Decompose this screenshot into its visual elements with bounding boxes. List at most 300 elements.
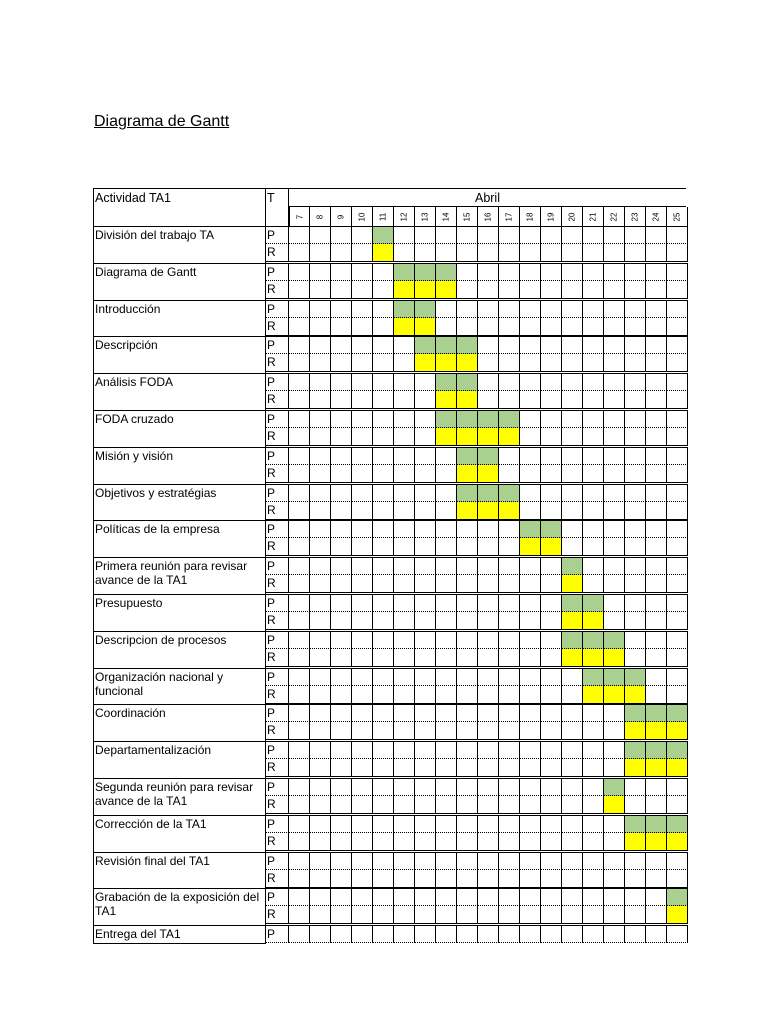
planned-type-label: P [266, 594, 289, 612]
planned-cell-day-8 [310, 300, 331, 318]
real-cell-day-23 [625, 538, 646, 556]
real-cell-day-25 [667, 391, 688, 409]
activity-name: Primera reunión para revisar avance de la TA1 [93, 557, 266, 594]
real-cell-day-15 [457, 612, 478, 630]
planned-type-label: P [266, 557, 289, 575]
day-header-16 [478, 207, 499, 226]
real-cell-day-17 [499, 465, 520, 483]
real-cell-day-18 [520, 649, 541, 667]
planned-cell-day-16 [478, 263, 499, 281]
planned-cell-day-21 [583, 704, 604, 722]
planned-cell-day-20 [562, 557, 583, 575]
real-cell-day-24 [646, 428, 667, 446]
real-cell-day-11 [373, 391, 394, 409]
planned-cell-day-21 [583, 484, 604, 502]
planned-cell-day-20 [562, 631, 583, 649]
real-cell-day-19 [541, 391, 562, 409]
planned-cell-day-11 [373, 484, 394, 502]
real-cell-day-9 [331, 502, 352, 520]
planned-cell-day-10 [352, 778, 373, 796]
real-cell-day-12 [394, 428, 415, 446]
real-cell-day-12 [394, 759, 415, 777]
real-cell-day-25 [667, 354, 688, 372]
real-cell-day-12 [394, 612, 415, 630]
planned-type-label: P [266, 815, 289, 833]
real-cell-day-18 [520, 833, 541, 851]
planned-cell-day-22 [604, 410, 625, 428]
real-cell-day-10 [352, 833, 373, 851]
planned-cell-day-21 [583, 668, 604, 686]
planned-cell-day-17 [499, 263, 520, 281]
planned-cell-day-15 [457, 888, 478, 906]
planned-cell-day-17 [499, 741, 520, 759]
planned-cell-day-7 [289, 557, 310, 575]
planned-cell-day-15 [457, 520, 478, 538]
real-cell-day-18 [520, 318, 541, 336]
planned-cell-day-9 [331, 447, 352, 465]
planned-cell-day-9 [331, 741, 352, 759]
real-cell-day-13 [415, 686, 436, 704]
real-cell-day-11 [373, 870, 394, 888]
real-cell-day-15 [457, 906, 478, 924]
real-cell-day-22 [604, 796, 625, 814]
planned-cell-day-13 [415, 300, 436, 318]
real-cell-day-16 [478, 833, 499, 851]
planned-type-label: P [266, 447, 289, 465]
planned-cell-day-24 [646, 557, 667, 575]
real-cell-day-22 [604, 354, 625, 372]
real-cell-day-13 [415, 649, 436, 667]
real-cell-day-15 [457, 502, 478, 520]
real-cell-day-21 [583, 575, 604, 593]
real-cell-day-9 [331, 759, 352, 777]
real-cell-day-12 [394, 870, 415, 888]
planned-cell-day-12 [394, 888, 415, 906]
planned-cell-day-16 [478, 336, 499, 354]
real-cell-day-8 [310, 244, 331, 262]
planned-cell-day-23 [625, 631, 646, 649]
real-cell-day-20 [562, 391, 583, 409]
real-cell-day-13 [415, 759, 436, 777]
real-cell-day-12 [394, 318, 415, 336]
real-cell-day-16 [478, 575, 499, 593]
planned-cell-day-8 [310, 520, 331, 538]
real-cell-day-22 [604, 833, 625, 851]
real-cell-day-11 [373, 465, 394, 483]
real-cell-day-10 [352, 538, 373, 556]
planned-cell-day-17 [499, 925, 520, 943]
real-cell-day-22 [604, 428, 625, 446]
real-cell-day-13 [415, 538, 436, 556]
real-cell-day-17 [499, 538, 520, 556]
planned-cell-day-23 [625, 594, 646, 612]
real-cell-day-21 [583, 649, 604, 667]
real-cell-day-12 [394, 833, 415, 851]
planned-cell-day-17 [499, 815, 520, 833]
activity-name: Presupuesto [93, 594, 266, 631]
activity-name: Descripcion de procesos [93, 631, 266, 668]
planned-cell-day-19 [541, 594, 562, 612]
planned-cell-day-7 [289, 704, 310, 722]
planned-cell-day-19 [541, 300, 562, 318]
planned-cell-day-25 [667, 888, 688, 906]
real-type-label: R [266, 428, 289, 446]
real-cell-day-11 [373, 502, 394, 520]
real-cell-day-15 [457, 428, 478, 446]
real-cell-day-24 [646, 870, 667, 888]
real-cell-day-14 [436, 428, 457, 446]
planned-cell-day-17 [499, 778, 520, 796]
planned-cell-day-16 [478, 410, 499, 428]
planned-cell-day-15 [457, 668, 478, 686]
real-cell-day-23 [625, 870, 646, 888]
planned-cell-day-20 [562, 336, 583, 354]
day-header-11 [373, 207, 394, 226]
real-cell-day-17 [499, 281, 520, 299]
planned-cell-day-16 [478, 594, 499, 612]
real-cell-day-14 [436, 502, 457, 520]
real-cell-day-17 [499, 318, 520, 336]
real-cell-day-22 [604, 502, 625, 520]
real-cell-day-18 [520, 428, 541, 446]
real-cell-day-25 [667, 686, 688, 704]
real-cell-day-25 [667, 502, 688, 520]
planned-cell-day-21 [583, 336, 604, 354]
activity-name: Análisis FODA [93, 373, 266, 410]
planned-cell-day-11 [373, 741, 394, 759]
planned-cell-day-15 [457, 373, 478, 391]
real-cell-day-24 [646, 906, 667, 924]
real-type-label: R [266, 391, 289, 409]
real-cell-day-25 [667, 575, 688, 593]
real-cell-day-15 [457, 722, 478, 740]
real-cell-day-13 [415, 465, 436, 483]
planned-cell-day-14 [436, 815, 457, 833]
planned-cell-day-7 [289, 263, 310, 281]
real-cell-day-23 [625, 833, 646, 851]
planned-cell-day-8 [310, 336, 331, 354]
activity-name: Diagrama de Gantt [93, 263, 266, 300]
planned-cell-day-19 [541, 631, 562, 649]
real-cell-day-20 [562, 649, 583, 667]
planned-cell-day-9 [331, 704, 352, 722]
real-cell-day-20 [562, 428, 583, 446]
planned-cell-day-9 [331, 300, 352, 318]
real-cell-day-17 [499, 870, 520, 888]
planned-cell-day-18 [520, 447, 541, 465]
real-cell-day-19 [541, 465, 562, 483]
real-cell-day-12 [394, 244, 415, 262]
real-cell-day-23 [625, 391, 646, 409]
planned-cell-day-8 [310, 852, 331, 870]
planned-cell-day-21 [583, 263, 604, 281]
real-cell-day-14 [436, 391, 457, 409]
planned-cell-day-21 [583, 410, 604, 428]
real-cell-day-21 [583, 796, 604, 814]
real-cell-day-12 [394, 391, 415, 409]
planned-cell-day-17 [499, 373, 520, 391]
real-cell-day-9 [331, 318, 352, 336]
planned-cell-day-7 [289, 373, 310, 391]
planned-cell-day-19 [541, 668, 562, 686]
real-cell-day-7 [289, 428, 310, 446]
planned-cell-day-11 [373, 336, 394, 354]
planned-cell-day-9 [331, 815, 352, 833]
real-cell-day-8 [310, 649, 331, 667]
real-cell-day-9 [331, 870, 352, 888]
real-cell-day-16 [478, 649, 499, 667]
real-cell-day-23 [625, 244, 646, 262]
real-cell-day-16 [478, 759, 499, 777]
planned-cell-day-20 [562, 778, 583, 796]
real-cell-day-17 [499, 833, 520, 851]
real-cell-day-23 [625, 281, 646, 299]
real-cell-day-8 [310, 391, 331, 409]
real-cell-day-14 [436, 244, 457, 262]
planned-cell-day-25 [667, 484, 688, 502]
real-cell-day-22 [604, 538, 625, 556]
planned-cell-day-10 [352, 631, 373, 649]
planned-cell-day-8 [310, 373, 331, 391]
real-cell-day-10 [352, 686, 373, 704]
planned-cell-day-18 [520, 668, 541, 686]
planned-cell-day-15 [457, 741, 478, 759]
planned-cell-day-25 [667, 226, 688, 244]
planned-cell-day-7 [289, 852, 310, 870]
real-cell-day-24 [646, 796, 667, 814]
real-cell-day-21 [583, 833, 604, 851]
planned-cell-day-22 [604, 300, 625, 318]
real-cell-day-20 [562, 722, 583, 740]
planned-cell-day-21 [583, 778, 604, 796]
planned-cell-day-25 [667, 741, 688, 759]
real-cell-day-13 [415, 502, 436, 520]
day-label: 21 [588, 212, 598, 221]
real-cell-day-7 [289, 391, 310, 409]
real-cell-day-17 [499, 649, 520, 667]
planned-cell-day-21 [583, 226, 604, 244]
planned-cell-day-21 [583, 852, 604, 870]
real-cell-day-7 [289, 465, 310, 483]
planned-cell-day-14 [436, 410, 457, 428]
real-cell-day-8 [310, 759, 331, 777]
real-cell-day-16 [478, 906, 499, 924]
planned-cell-day-17 [499, 668, 520, 686]
planned-cell-day-11 [373, 925, 394, 943]
real-cell-day-24 [646, 686, 667, 704]
day-header-22 [604, 207, 625, 226]
planned-cell-day-22 [604, 373, 625, 391]
real-cell-day-14 [436, 538, 457, 556]
real-cell-day-16 [478, 722, 499, 740]
planned-cell-day-13 [415, 410, 436, 428]
day-label: 25 [672, 212, 682, 221]
planned-cell-day-17 [499, 852, 520, 870]
real-cell-day-9 [331, 281, 352, 299]
planned-cell-day-7 [289, 410, 310, 428]
real-cell-day-20 [562, 759, 583, 777]
day-label: 10 [357, 212, 367, 221]
planned-cell-day-21 [583, 888, 604, 906]
planned-cell-day-24 [646, 778, 667, 796]
real-cell-day-9 [331, 649, 352, 667]
planned-cell-day-12 [394, 704, 415, 722]
planned-cell-day-10 [352, 594, 373, 612]
planned-cell-day-13 [415, 704, 436, 722]
real-cell-day-14 [436, 833, 457, 851]
planned-cell-day-25 [667, 447, 688, 465]
planned-cell-day-9 [331, 410, 352, 428]
real-cell-day-16 [478, 465, 499, 483]
real-cell-day-8 [310, 575, 331, 593]
planned-cell-day-12 [394, 410, 415, 428]
real-cell-day-17 [499, 428, 520, 446]
real-cell-day-15 [457, 833, 478, 851]
planned-cell-day-25 [667, 668, 688, 686]
planned-cell-day-11 [373, 668, 394, 686]
real-cell-day-21 [583, 612, 604, 630]
planned-cell-day-11 [373, 447, 394, 465]
real-type-label: R [266, 686, 289, 704]
planned-cell-day-20 [562, 668, 583, 686]
planned-cell-day-15 [457, 226, 478, 244]
planned-cell-day-25 [667, 631, 688, 649]
planned-cell-day-23 [625, 226, 646, 244]
planned-cell-day-24 [646, 815, 667, 833]
real-cell-day-19 [541, 244, 562, 262]
planned-cell-day-9 [331, 594, 352, 612]
real-cell-day-22 [604, 318, 625, 336]
day-header-9 [331, 207, 352, 226]
real-cell-day-19 [541, 649, 562, 667]
day-header-14 [436, 207, 457, 226]
real-cell-day-23 [625, 722, 646, 740]
real-cell-day-7 [289, 502, 310, 520]
planned-type-label: P [266, 778, 289, 796]
planned-cell-day-23 [625, 704, 646, 722]
real-cell-day-25 [667, 318, 688, 336]
planned-cell-day-17 [499, 557, 520, 575]
real-cell-day-7 [289, 575, 310, 593]
planned-cell-day-13 [415, 668, 436, 686]
real-cell-day-20 [562, 244, 583, 262]
planned-cell-day-12 [394, 668, 415, 686]
real-cell-day-22 [604, 870, 625, 888]
planned-cell-day-16 [478, 557, 499, 575]
real-cell-day-19 [541, 318, 562, 336]
real-cell-day-18 [520, 575, 541, 593]
planned-cell-day-24 [646, 336, 667, 354]
real-cell-day-7 [289, 833, 310, 851]
planned-cell-day-11 [373, 704, 394, 722]
planned-cell-day-17 [499, 410, 520, 428]
activity-name: Coordinación [93, 704, 266, 741]
planned-cell-day-10 [352, 668, 373, 686]
real-cell-day-9 [331, 612, 352, 630]
activity-name: FODA cruzado [93, 410, 266, 447]
planned-cell-day-7 [289, 668, 310, 686]
planned-cell-day-8 [310, 557, 331, 575]
planned-cell-day-22 [604, 668, 625, 686]
planned-cell-day-19 [541, 373, 562, 391]
planned-cell-day-15 [457, 594, 478, 612]
planned-type-label: P [266, 336, 289, 354]
real-cell-day-10 [352, 722, 373, 740]
planned-cell-day-14 [436, 852, 457, 870]
planned-cell-day-23 [625, 668, 646, 686]
activity-name: Políticas de la empresa [93, 520, 266, 557]
real-cell-day-9 [331, 722, 352, 740]
real-cell-day-21 [583, 906, 604, 924]
real-cell-day-23 [625, 796, 646, 814]
real-cell-day-14 [436, 612, 457, 630]
real-cell-day-18 [520, 391, 541, 409]
real-cell-day-9 [331, 538, 352, 556]
planned-cell-day-21 [583, 741, 604, 759]
real-type-label: R [266, 870, 289, 888]
day-header-21 [583, 207, 604, 226]
planned-cell-day-8 [310, 263, 331, 281]
real-cell-day-8 [310, 502, 331, 520]
planned-cell-day-13 [415, 741, 436, 759]
planned-type-label: P [266, 925, 289, 943]
planned-cell-day-20 [562, 888, 583, 906]
real-cell-day-10 [352, 465, 373, 483]
planned-cell-day-20 [562, 300, 583, 318]
real-type-label: R [266, 281, 289, 299]
planned-cell-day-14 [436, 520, 457, 538]
planned-cell-day-16 [478, 226, 499, 244]
real-cell-day-19 [541, 686, 562, 704]
planned-cell-day-15 [457, 447, 478, 465]
planned-cell-day-23 [625, 300, 646, 318]
real-cell-day-18 [520, 612, 541, 630]
planned-cell-day-24 [646, 704, 667, 722]
real-cell-day-21 [583, 318, 604, 336]
planned-cell-day-15 [457, 704, 478, 722]
planned-cell-day-19 [541, 704, 562, 722]
real-cell-day-16 [478, 538, 499, 556]
day-label: 12 [399, 212, 409, 221]
planned-cell-day-13 [415, 336, 436, 354]
planned-cell-day-8 [310, 741, 331, 759]
planned-cell-day-13 [415, 631, 436, 649]
planned-cell-day-22 [604, 447, 625, 465]
planned-cell-day-10 [352, 888, 373, 906]
planned-cell-day-23 [625, 778, 646, 796]
real-cell-day-18 [520, 906, 541, 924]
planned-cell-day-7 [289, 336, 310, 354]
planned-cell-day-23 [625, 263, 646, 281]
real-cell-day-11 [373, 649, 394, 667]
planned-cell-day-13 [415, 557, 436, 575]
planned-cell-day-15 [457, 336, 478, 354]
real-cell-day-15 [457, 281, 478, 299]
real-cell-day-19 [541, 502, 562, 520]
planned-cell-day-18 [520, 778, 541, 796]
planned-cell-day-22 [604, 704, 625, 722]
real-cell-day-16 [478, 244, 499, 262]
day-label: 15 [462, 212, 472, 221]
real-cell-day-15 [457, 538, 478, 556]
real-cell-day-11 [373, 428, 394, 446]
real-cell-day-21 [583, 759, 604, 777]
day-header-7 [289, 207, 310, 226]
planned-cell-day-11 [373, 778, 394, 796]
real-cell-day-25 [667, 465, 688, 483]
planned-cell-day-17 [499, 888, 520, 906]
real-cell-day-19 [541, 870, 562, 888]
